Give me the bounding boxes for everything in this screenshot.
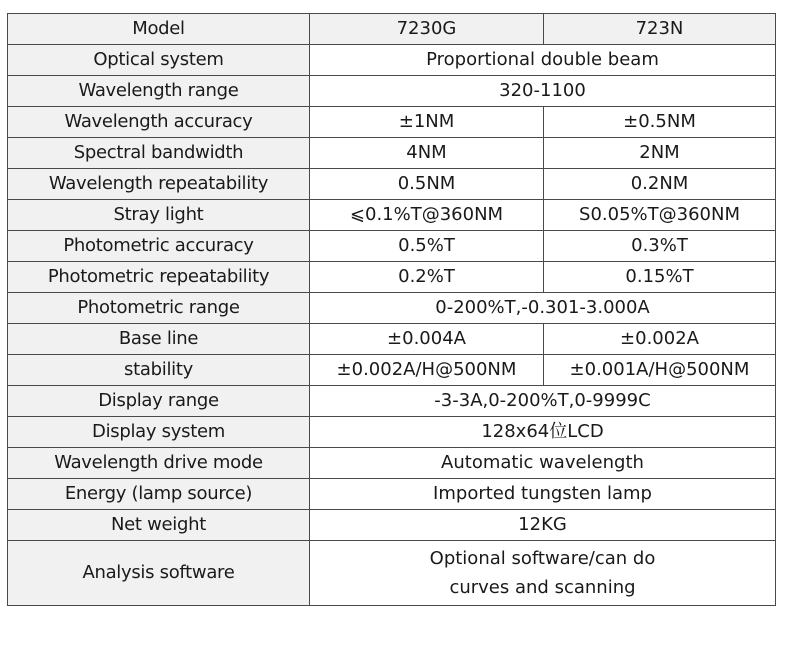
row-label: Stray light [8,200,310,231]
row-label: Wavelength repeatability [8,169,310,200]
row-value: -3-3A,0-200%T,0-9999C [310,386,776,417]
row-label: Photometric accuracy [8,231,310,262]
row-value-723n: S0.05%T@360NM [544,200,776,231]
row-label: Photometric repeatability [8,262,310,293]
row-label: Base line [8,324,310,355]
row-label: Optical system [8,45,310,76]
table-row [8,448,776,479]
header-model-7230g: 7230G [310,14,544,45]
table-row [8,479,776,510]
row-label: Wavelength drive mode [8,448,310,479]
row-value-7230g: 0.5%T [310,231,544,262]
table-row [8,107,776,138]
row-value: Proportional double beam [310,45,776,76]
row-value-7230g: 0.2%T [310,262,544,293]
row-value-723n: ±0.5NM [544,107,776,138]
header-model-723n: 723N [544,14,776,45]
table-row [8,76,776,107]
row-label: Net weight [8,510,310,541]
row-label: Analysis software [8,541,310,606]
row-label: Photometric range [8,293,310,324]
table-row [8,417,776,448]
table-row [8,386,776,417]
row-value: 12KG [310,510,776,541]
row-value-723n: 0.2NM [544,169,776,200]
table-row [8,510,776,541]
table-row [8,324,776,355]
row-label: Wavelength range [8,76,310,107]
table-row [8,262,776,293]
row-value: Automatic wavelength [310,448,776,479]
row-value-723n: ±0.002A [544,324,776,355]
table-row [8,169,776,200]
table-row [8,541,776,606]
row-value-line: Optional software/can do [429,548,656,569]
table-row [8,200,776,231]
row-value-7230g: ±1NM [310,107,544,138]
spec-table [7,13,776,606]
row-value: 320-1100 [310,76,776,107]
table-row [8,293,776,324]
row-value: 0-200%T,-0.301-3.000A [310,293,776,324]
row-value: Imported tungsten lamp [310,479,776,510]
row-value-line: curves and scanning [449,577,636,598]
table-row [8,45,776,76]
row-label: Display system [8,417,310,448]
row-value-723n: ±0.001A/H@500NM [544,355,776,386]
table-row [8,138,776,169]
header-row [8,14,776,45]
row-value-723n: 0.15%T [544,262,776,293]
row-value-7230g: ±0.004A [310,324,544,355]
row-value: 128x64位LCD [310,417,776,448]
header-label: Model [8,14,310,45]
row-value-723n: 2NM [544,138,776,169]
row-value-723n: 0.3%T [544,231,776,262]
row-label: Spectral bandwidth [8,138,310,169]
row-label: Energy (lamp source) [8,479,310,510]
table-row [8,231,776,262]
row-value-7230g: ⩽0.1%T@360NM [310,200,544,231]
row-value [310,541,776,606]
row-value-7230g: ±0.002A/H@500NM [310,355,544,386]
row-value-7230g: 0.5NM [310,169,544,200]
row-label: stability [8,355,310,386]
row-label: Display range [8,386,310,417]
table-row [8,355,776,386]
row-label: Wavelength accuracy [8,107,310,138]
row-value-7230g: 4NM [310,138,544,169]
